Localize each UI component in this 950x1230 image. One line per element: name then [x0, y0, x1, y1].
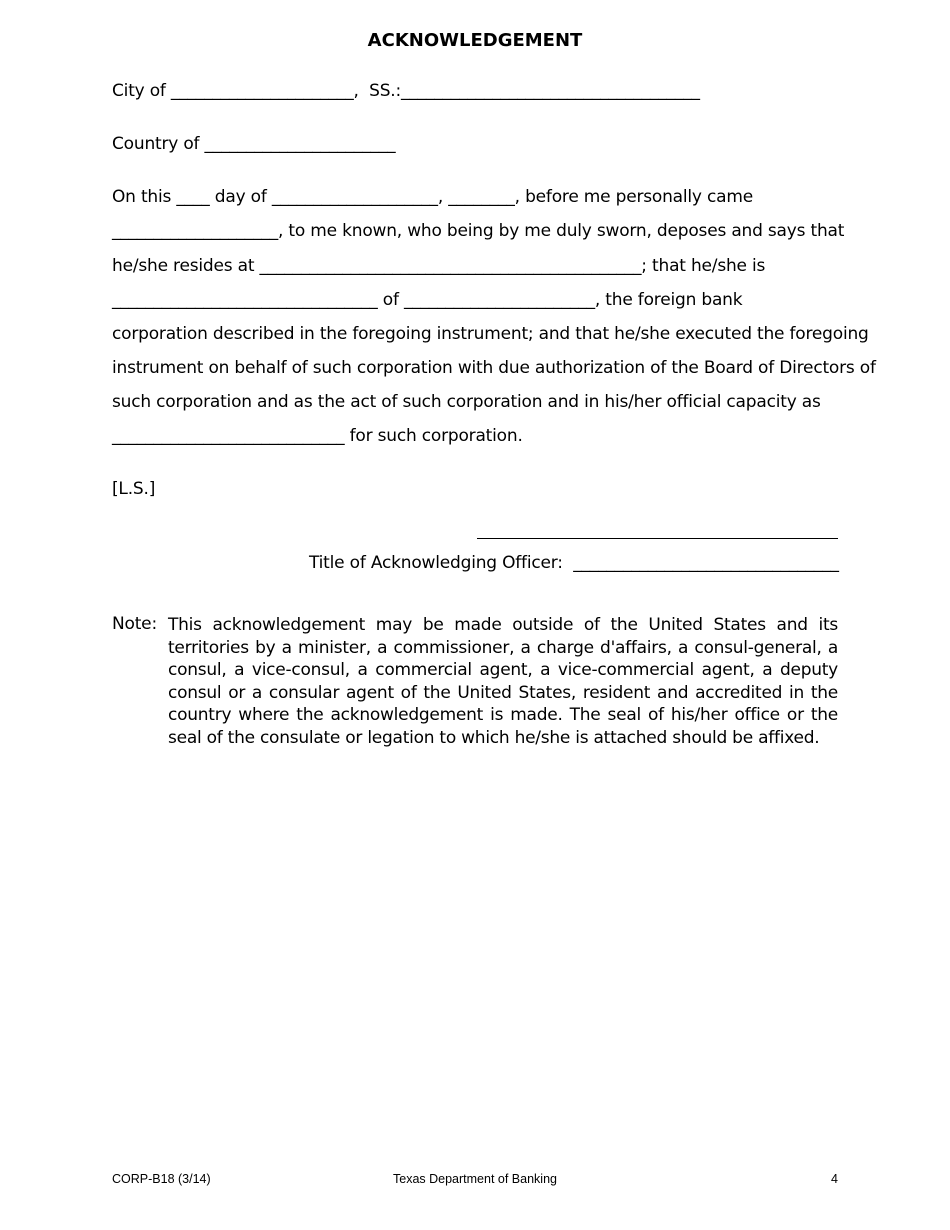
body-line-4: ________________________________ of _______________________, the foreign bank: [112, 290, 743, 310]
footer-agency: Texas Department of Banking: [393, 1172, 557, 1186]
note-label: Note:: [112, 614, 157, 634]
seal-placeholder: [L.S.]: [112, 479, 156, 499]
country-line: Country of _______________________: [112, 134, 396, 154]
officer-title-line: Title of Acknowledging Officer: ________________________________: [309, 553, 839, 573]
city-line: City of ______________________, SS.:____________________________________: [112, 81, 700, 101]
body-line-7: such corporation and as the act of such corporation and in his/her official capacity as: [112, 392, 821, 412]
body-line-5: corporation described in the foregoing instrument; and that he/she executed the foregoing: [112, 324, 869, 344]
body-line-6: instrument on behalf of such corporation with due authorization of the Board of Directors of: [112, 358, 876, 378]
body-line-2: ____________________, to me known, who being by me duly sworn, deposes and says that: [112, 221, 845, 241]
footer-page-number: 4: [831, 1172, 838, 1186]
note-text: This acknowledgement may be made outside of the United States and its territories by a minister, a commissioner, a charge d'affairs, a consul-general, a consul, a vice-consul, a commercial agent, a vice-commercial agent, a deputy consul or a consular agent of the United States, resident and accredited in the country where the acknowledgement is made. The seal of his/her office or the seal of the consulate or legation to which he/she is attached should be affixed.: [168, 615, 838, 748]
footer-form-id: CORP-B18 (3/14): [112, 1172, 211, 1186]
signature-line: [477, 524, 838, 539]
page-title: ACKNOWLEDGEMENT: [367, 30, 583, 51]
body-line-8: ____________________________ for such corporation.: [112, 426, 523, 446]
body-line-3: he/she resides at ______________________________________________; that he/she is: [112, 256, 766, 276]
body-line-1: On this ____ day of ____________________, ________, before me personally came: [112, 187, 753, 207]
